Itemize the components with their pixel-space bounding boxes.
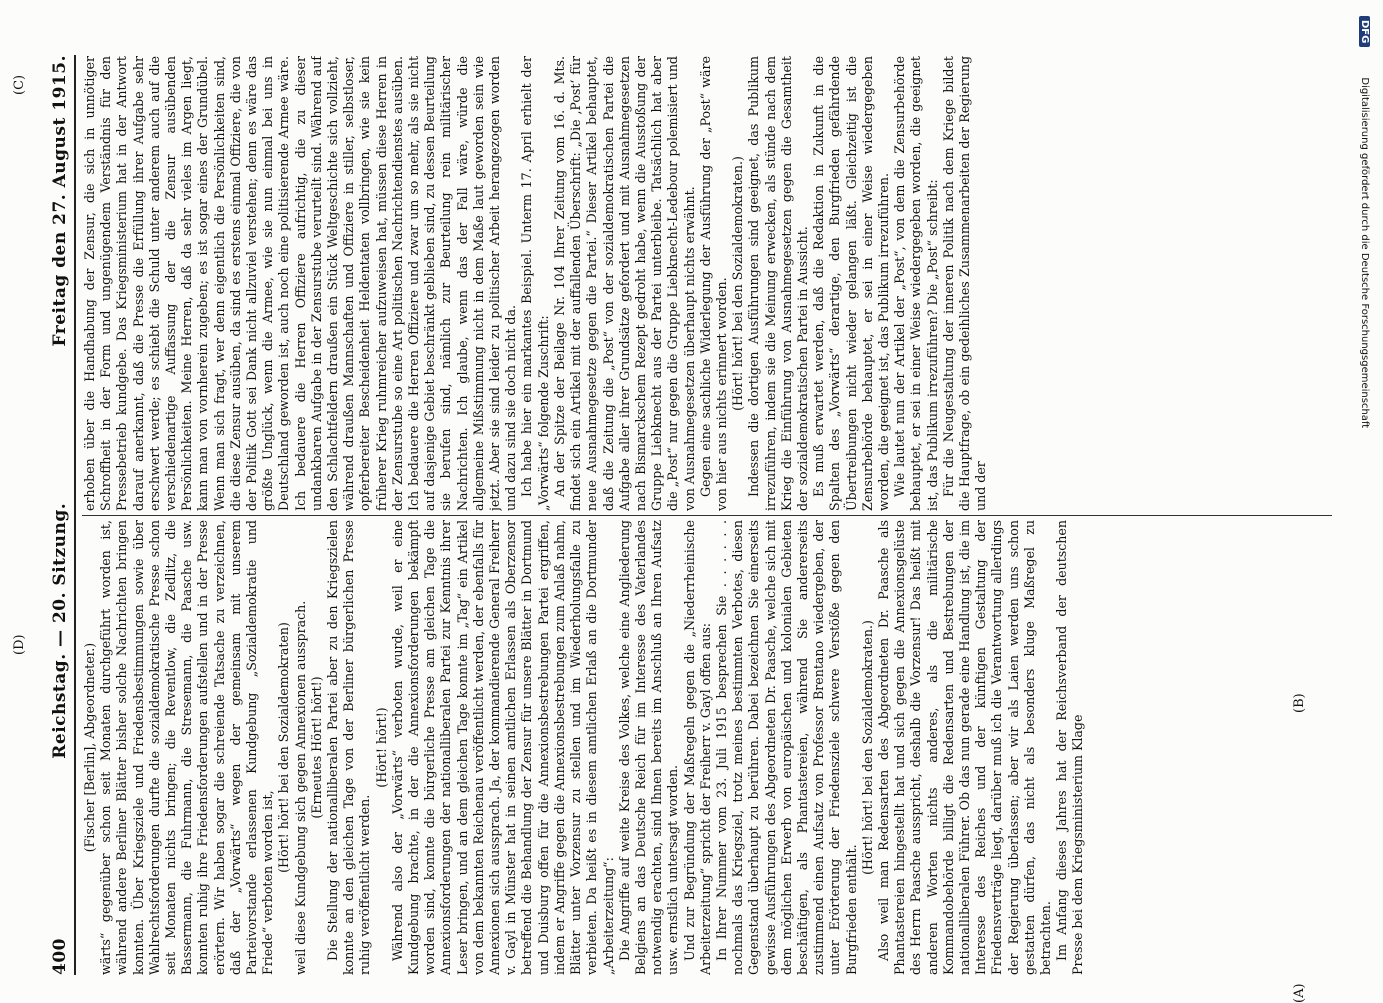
digitization-credit	[1355, 10, 1377, 990]
paragraph: Während also der „Vorwärts“ verboten wurde, weil er eine Kundgebung brachte, in der die Annexionsforderungen bekämpft worden sind, konnte die bürgerliche Presse am gleichen Tage die Annexionsforderungen der nationalliberalen Partei zur Kenntnis ihrer Leser bringen, und an dem gleichen Tage konnte im „Tag“ ein Artikel von dem bekannten Reichenau veröffentlicht werden, der ebenfalls für Annexionen sich aussprach. Ja, der kommandierende General Freiherr v. Gayl in Münster hat in seinen amtlichen Erlassen als Oberzensor betreffend die Behandlung der Zensur für unsere Blätter in Dortmund und Duisburg offen für die Annexionsbestrebungen Partei ergriffen, indem er Angriffe gegen die Annexionsbestrebungen zum Anlaß nahm, Blätter unter Vorzensur zu stellen und im Wiederholungsfalle zu verbieten. Da heißt es in diesem amtlichen Erlaß an die Dortmunder „Arbeiterzeitung“:	[389, 520, 616, 975]
margin-mark-a: (A)	[1292, 983, 1307, 1003]
quotation: Indessen die dortigen Ausführungen sind geeignet, das Publikum irrezuführen, indem sie die Meinung erwecken, als stünde nach dem Krieg die Einführung von Ausnahmegesetzen gegen die Gesamtheit der sozialdemokratischen Partei in Aussicht.	[746, 56, 810, 511]
page-header	[30, 55, 70, 975]
speaker-line: (Fischer [Berlin], Abgeordneter.)	[82, 642, 97, 853]
paragraph: Und zur Begründung der Maßregeln gegen die „Niederrheinische Arbeiterzeitung“ spricht der Freiherr v. Gayl offen aus:	[681, 520, 713, 975]
paragraph: wärts“ gegenüber schon seit Monaten durchgeführt worden ist, während andere Berliner Blätter bisher solche Nachrichten bringen konnten. Über Kriegsziele und Friedensbestimmungen sowie über Wahlrechtsforderungen durfte die sozialdemokratische Presse schon seit Monaten nichts bringen; die Reventlow, die Zedlitz, die Bassermann, die Fuhrmann, die Stresemann, die Paasche usw. konnten ruhig ihre Friedensforderungen aufstellen und in der Presse erörtern. Wir haben sogar die schreiende Tatsache zu verzeichnen, daß der „Vorwärts“ wegen der gemeinsam mit unserem Parteivorstande erlassenen Kundgebung „Sozialdemokratie und Friede“ verboten worden ist,	[98, 520, 276, 975]
interjection: (Erneutes Hört! hört!)	[308, 676, 324, 819]
text-columns	[82, 55, 1332, 975]
right-column	[82, 56, 1332, 511]
running-title: Reichstag. — 20. Sitzung.	[50, 502, 70, 759]
interjection: (Hört! hört!)	[373, 707, 389, 788]
paragraph: Die Stellung der nationalliberalen Partei aber zu den Kriegszielen konnte an den gleichen Tage von der Berliner bürgerlichen Presse ruhig veröffentlicht werden.	[325, 520, 373, 975]
margin-mark-c: (C)	[12, 74, 27, 95]
margin-mark-b: (B)	[1292, 693, 1307, 713]
quotation: In Ihrer Nummer vom 23. Juli 1915 besprechen Sie . . . . . . nochmals das Kriegsziel, trotz meines bestimmten Verbotes, diesen Gegenstand überhaupt zu berühren. Dabei bezeichnen Sie einerseits gewisse Ausführungen des Abgeordneten Dr. Paasche, welche sich mit dem möglichen Erwerb von europäischen und kolonialen Gebieten beschäftigen, als Phantastereien, während Sie andererseits zustimmend einen Aufsatz von Professor Brentano wiedergeben, der unter Erörterung der Friedensziele schwere Verstöße gegen den Burgfrieden enthält.	[713, 520, 859, 975]
margin-mark-d: (D)	[12, 634, 27, 655]
quotation: Gegen eine sachliche Widerlegung der Ausführung der „Post“ wäre von hier aus nichts erinnert worden.	[697, 56, 729, 511]
credit-text: Digitalisierung gefördert durch die Deutsche Forschungsgemeinschaft	[1359, 77, 1371, 429]
column-divider	[82, 515, 1332, 516]
quotation: Die Angriffe auf weite Kreise des Volkes, welche eine Angliederung Belgiens an das Deutsche Reich für im Interesse des Vaterlandes notwendig erachten, sind Ihnen bereits im Anschluß an Ihren Aufsatz usw. ernstlich untersagt worden.	[616, 520, 681, 975]
paragraph: Also weil man Redensarten des Abgeordneten Dr. Paasche als Phantastereien hingestellt hat und sich gegen die Annexionsgelüste des Herrn Paasche ausspricht, deshalb die Vorzensur! Das heißt mit anderen Worten nichts anderes, als die militärische Kommandobehörde billigt die Redensarten und Bestrebungen der nationalliberalen Führer. Ob das nun gerade eine Handlung ist, die im Interesse des Reiches und der künftigen Gestaltung der Friedensverträge liegt, darüber muß ich die Verantwortung allerdings der Regierung überlassen; aber wir als Laien werden uns schon gestatten dürfen, das nicht als besonders kluge Maßregel zu betrachten.	[875, 520, 1053, 975]
interjection: (Hört! hört! bei den Sozialdemokraten.)	[730, 156, 746, 411]
rotated-page-content	[12, 55, 1350, 1003]
session-date: Freitag den 27. August 1915.	[50, 55, 70, 347]
paragraph: Wie lautet nun der Artikel der „Post“, von dem die Zensurbehörde behauptet, er sei in einer Weise wiedergegeben worden, die geeignet ist, das Publikum irrezuführen? Die „Post“ schreibt:	[892, 56, 940, 511]
quotation: Für die Neugestaltung der inneren Politik nach dem Kriege bildet die Hauptfrage, ob ein gedeihliches Zusammenarbeiten der Regierung und der	[940, 56, 989, 511]
dfg-logo: DFG	[1360, 16, 1371, 47]
left-column	[82, 520, 1332, 975]
interjection: (Hört! hört! bei den Sozialdemokraten.)	[859, 620, 875, 875]
quotation: Es muß erwartet werden, daß die Redaktion in Zukunft in die Spalten des „Vorwärts“ derartige, den Burgfrieden gefährdende Übertreibungen nicht wieder gelangen läßt. Gleichzeitig ist die Zensurbehörde behauptet, er sei in einer Weise wiedergegeben worden, die geeignet ist, das Publikum irrezuführen.	[811, 56, 891, 511]
paragraph: weil diese Kundgebung sich gegen Annexionen aussprach.	[292, 600, 308, 975]
quotation: An der Spitze der Beilage Nr. 104 Ihrer Zeitung vom 16. d. Mts. findet sich ein Artikel mit der auffallenden Überschrift: „Die ‚Post‘ für neue Ausnahmegesetze gegen die Partei.“ Dieser Artikel behauptet, daß die Zeitung die „Post“ von der sozialdemokratischen Partei die Aufgabe aller ihrer Grundsätze gefordert und mit Ausnahmegesetzen nach Bismarckschem Rezept gedroht habe, wenn die Ausstoßung der Gruppe Liebknecht aus der Partei unterbleibe. Tatsächlich hat aber die „Post“ nur gegen die Gruppe Liebknecht-Ledebour polemisiert und von Ausnahmegesetzen überhaupt nichts erwähnt.	[551, 56, 697, 511]
page-number: 400	[50, 938, 70, 975]
paragraph: Im Anfang dieses Jahres hat der Reichsverband der deutschen Presse bei dem Kriegsministerium Klage	[1054, 520, 1086, 975]
paragraph: erhoben über die Handhabung der Zensur, die sich in unnötiger Schroffheit in der Form und ungenügendem Verständnis für den Pressebetrieb kundgebe. Das Kriegsministerium hat in der Antwort darauf anerkannt, daß die Presse die Erfüllung ihrer Aufgabe sehr erschwert werde; es schiebt die Schuld unter anderem auch auf die verschiedenartige Auffassung der die Zensur ausübenden Persönlichkeiten. Meine Herren, daß da sehr vieles im Argen liegt, kann man von vornherein zugeben; es ist sogar eines der Grundübel. Wenn man sich fragt, wer denn eigentlich die Persönlichkeiten sind, die diese Zensur ausüben, da sind es erstens einmal Offiziere, die von der Politik Gott sei Dank nicht allzuviel verstehen; denn es wäre das größte Unglück, wenn die Armee, wie sie nun einmal bei uns in Deutschland geworden ist, auch noch eine politisierende Armee wäre. Ich bedauere die Herren Offiziere aufrichtig, die zu dieser undankbaren Aufgabe in der Zensurstube verurteilt sind. Während auf den Schlachtfeldern draußen ein Stück Weltgeschichte sich vollzieht, während draußen Mannschaften und Offiziere in stiller, selbstloser, opferbereiter Bescheidenheit Heldentaten vollbringen, wie sie kein früherer Krieg ruhmreicher aufzuweisen hat, müssen diese Herren in der Zensurstube so eine Art politischen Nachrichtendienstes ausüben. Ich bedauere die Herren Offiziere und zwar um so mehr, als sie nicht auf dasjenige Gebiet beschränkt geblieben sind, zu dessen Beurteilung sie berufen sind, nämlich zur Beurteilung rein militärischer Nachrichten. Ich glaube, wenn das der Fall wäre, würde die allgemeine Mißstimmung nicht in dem Maße laut geworden sein wie jetzt. Aber sie sind leider zu politischer Arbeit herangezogen worden und dazu sind sie doch nicht da.	[82, 56, 519, 511]
header-rule	[74, 55, 76, 975]
paragraph: Ich habe hier ein markantes Beispiel. Unterm 17. April erhielt der „Vorwärts“ folgende Zuschrift:	[519, 56, 551, 511]
interjection: (Hört! hört! bei den Sozialdemokraten)	[276, 622, 292, 873]
